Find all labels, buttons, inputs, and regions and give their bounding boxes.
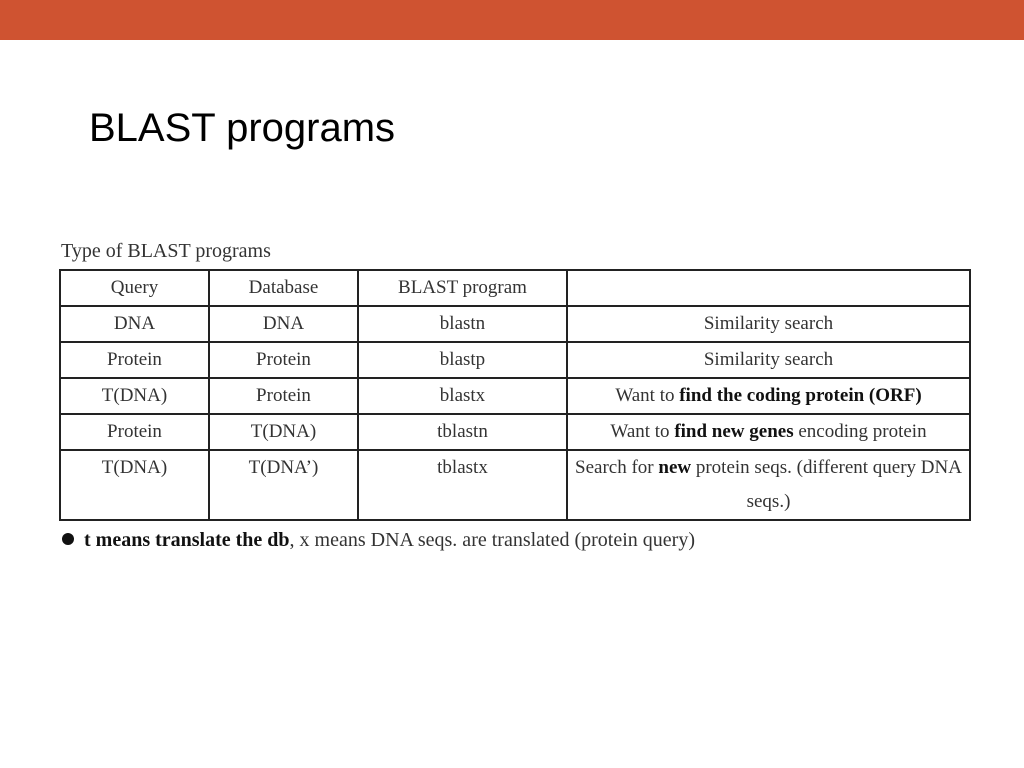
cell-description [567,450,970,520]
cell-program: tblastn [358,414,567,450]
desc-plain-after: protein seqs. (different query DNA seqs.) [691,457,962,512]
cell-query: Protein [60,414,209,450]
desc-plain-before: Want to [610,421,675,442]
desc-plain-before: Want to [615,385,680,406]
table-row [60,378,970,414]
blast-programs-table [59,269,971,521]
desc-plain-after: encoding protein [793,421,927,442]
slide-title: BLAST programs [89,106,396,150]
header-description [567,270,970,306]
cell-database: T(DNA) [209,414,358,450]
table-header-row [60,270,970,306]
cell-database: DNA [209,306,358,342]
table-row [60,306,970,342]
desc-bold: new [658,457,692,478]
header-blast-program: BLAST program [358,270,567,306]
header-query: Query [60,270,209,306]
table-caption: Type of BLAST programs [61,240,271,262]
cell-description [567,342,970,378]
cell-query: T(DNA) [60,450,209,520]
cell-program: blastn [358,306,567,342]
table-row [60,414,970,450]
cell-program: tblastx [358,450,567,520]
desc-plain-before: Search for [575,457,659,478]
header-database: Database [209,270,358,306]
footnote-rest: , x means DNA seqs. are translated (protein query) [289,529,695,551]
cell-description [567,414,970,450]
cell-program: blastp [358,342,567,378]
desc-plain-after: Similarity search [703,349,834,370]
top-accent-bar [0,0,1024,40]
table-row [60,342,970,378]
cell-description [567,306,970,342]
cell-database: Protein [209,342,358,378]
desc-plain-after: Similarity search [703,313,834,334]
cell-query: Protein [60,342,209,378]
bullet-icon [62,533,74,545]
footnote [62,527,695,553]
footnote-bold: t means translate the db [84,529,290,551]
cell-database: Protein [209,378,358,414]
cell-database: T(DNA’) [209,450,358,520]
table-row [60,450,970,520]
cell-description [567,378,970,414]
cell-query: DNA [60,306,209,342]
cell-query: T(DNA) [60,378,209,414]
desc-bold: find the coding protein (ORF) [679,385,922,406]
desc-bold: find new genes [674,421,794,442]
cell-program: blastx [358,378,567,414]
